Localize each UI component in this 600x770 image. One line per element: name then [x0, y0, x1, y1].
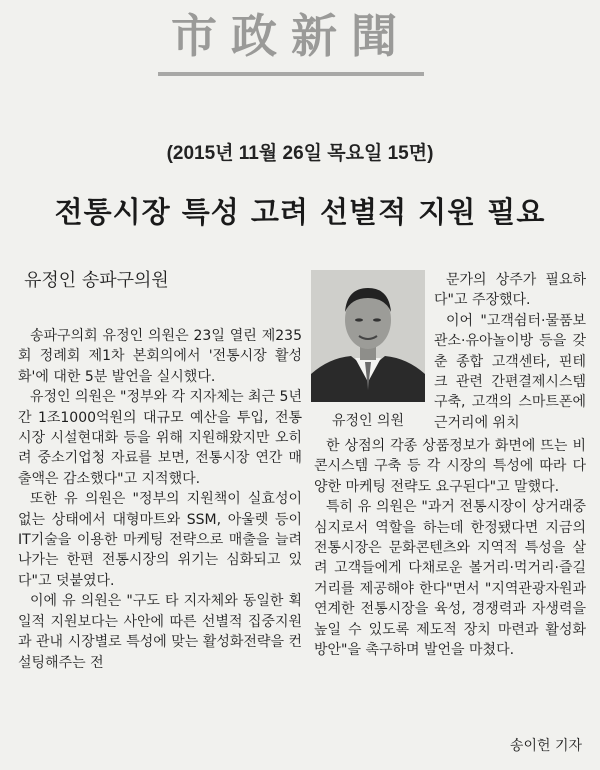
masthead	[148, 6, 434, 82]
article-column-bottom	[314, 436, 586, 660]
portrait-photo	[311, 270, 425, 402]
paragraph: 특히 유 의원은 "과거 전통시장이 상거래중심지로서 역할을 하는데 한정됐다면 지금의 전통시장은 문화콘텐츠와 지역적 특성을 살려 고객들에게 다채로운 볼거리·먹거리·즐길거리를 제공해야 한다"면서 "지역관광자원과 연계한 전통시장을 육성, 경쟁력과 자생력을 높일 수 있도록 제도적 장치 마련과 활성화 방안"을 촉구하며 발언을 마쳤다.	[314, 499, 586, 659]
paragraph: 한 상점의 각종 상품정보가 화면에 뜨는 비콘시스템 구축 등 각 시장의 특성에 따라 다양한 마케팅 전략도 요구된다"고 말했다.	[314, 438, 586, 495]
paragraph: 또한 유 의원은 "정부의 지원책이 실효성이 없는 상태에서 대형마트와 SSM, 아울렛 등이 IT기술을 이용한 마케팅 전략으로 매출을 늘려 나가는 한편 전통시장의 위기는 심화되고 있다"고 덧붙였다.	[18, 491, 302, 589]
article-column-left	[18, 326, 302, 673]
masthead-title: 市政新聞	[171, 9, 411, 63]
date-line: (2015년 11월 26일 목요일 15면)	[166, 143, 434, 164]
paragraph: 유정인 의원은 "정부와 각 지자체는 최근 5년간 1조1000억원의 대규모 예산을 투입, 전통시장 시설현대화 등을 위해 지원해왔지만 오히려 중소기업청 자료를 보면, 전통시장 연간 매출액은 감소했다"고 지적했다.	[18, 389, 302, 487]
byline: 유정인 송파구의원	[24, 270, 169, 291]
paragraph: 이에 유 의원은 "구도 타 지자체와 동일한 획일적 지원보다는 사안에 따른 선별적 집중지원과 관내 시장별로 특성에 맞는 활성화전략을 컨설팅해주는 전	[18, 593, 302, 671]
article-column-right	[434, 270, 586, 433]
paragraph: 송파구의회 유정인 의원은 23일 열린 제235회 정례회 제1차 본회의에서 '전통시장 활성화'에 대한 5분 발언을 실시했다.	[18, 328, 302, 385]
photo-caption: 유정인 의원	[331, 413, 405, 429]
paragraph: 문가의 상주가 필요하다"고 주장했다.	[434, 272, 586, 309]
headline: 전통시장 특성 고려 선별적 지원 필요	[54, 195, 546, 229]
reporter-credit: 송이헌 기자	[509, 738, 582, 754]
masthead-rule	[158, 72, 424, 76]
portrait-image	[311, 270, 425, 402]
paragraph: 이어 "고객쉼터·물품보관소·유아놀이방 등을 갖춘 종합 고객센타, 핀테크 관련 간편결제시스템 구축, 고객의 스마트폰에 근거리에 위치	[434, 312, 586, 431]
